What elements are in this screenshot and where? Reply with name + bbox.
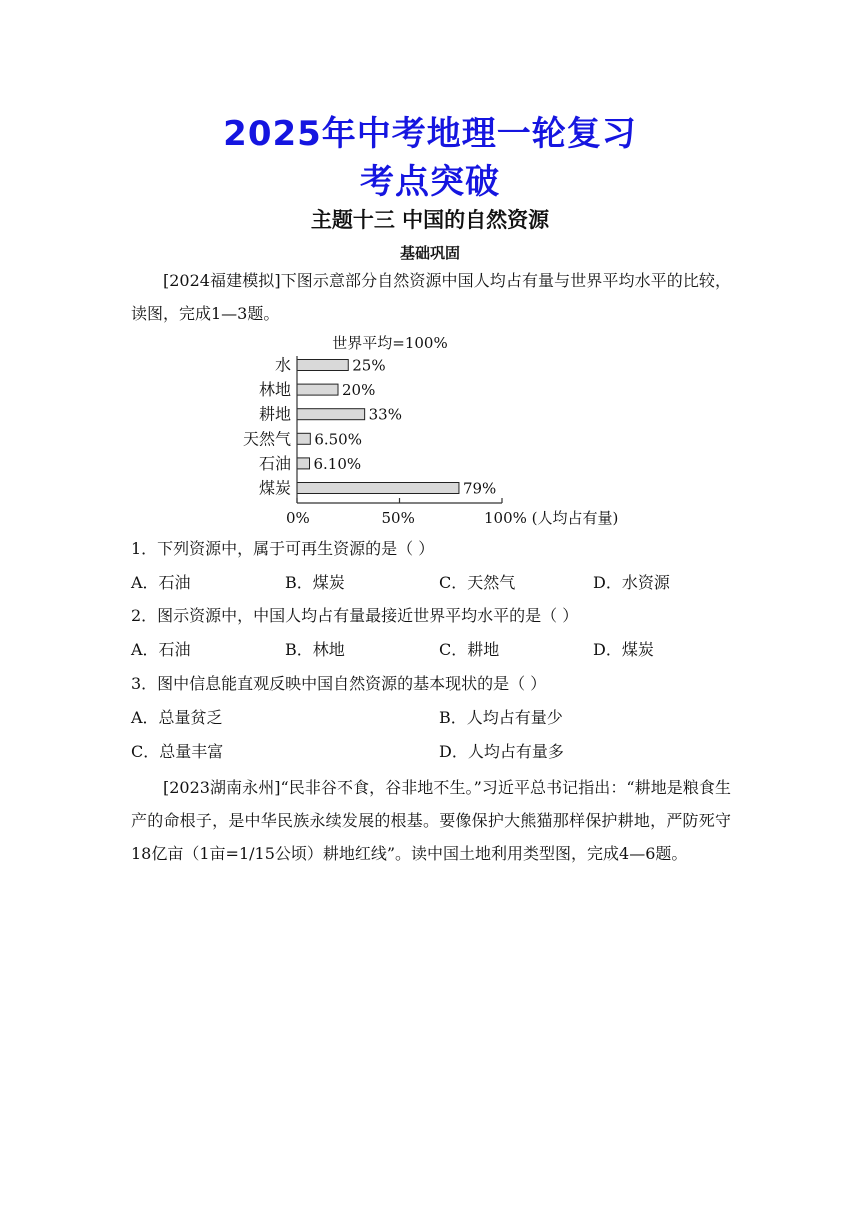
chart-title: 世界平均=100% xyxy=(332,334,448,352)
category-label: 林地 xyxy=(258,380,291,400)
x-tick-label: 50% xyxy=(381,509,415,527)
category-label: 耕地 xyxy=(258,404,291,424)
q1-option-d: D．水资源 xyxy=(593,573,670,592)
category-label: 水 xyxy=(274,355,291,375)
bar xyxy=(297,483,459,494)
topic-heading: 主题十三 中国的自然资源 xyxy=(310,208,550,232)
bar xyxy=(297,384,338,395)
q3-option-d: D．人均占有量多 xyxy=(439,742,564,761)
q3-option-b: B．人均占有量少 xyxy=(439,708,563,727)
intro-paragraph-1: [2024福建模拟]下图示意部分自然资源中国人均占有量与世界平均水平的比较，读图，完成1—3题。 xyxy=(131,271,731,323)
x-tick-label: 0% xyxy=(286,509,310,527)
question-3: 3．图中信息能直观反映中国自然资源的基本现状的是（ ） xyxy=(131,674,547,693)
q2-option-b: B．林地 xyxy=(285,640,345,659)
section-heading: 基础巩固 xyxy=(399,244,460,262)
document-title: 2025年中考地理一轮复习 xyxy=(223,114,637,154)
intro-paragraph-2: [2023湖南永州]“民非谷不食，谷非地不生。”习近平总书记指出：“耕地是粮食生产的命根子，是中华民族永续发展的根基。要像保护大熊猫那样保护耕地，严防死守18亿亩（1亩=1/15公顷）耕地红线”。读中国土地利用类型图，完成4—6题。 xyxy=(131,778,731,863)
x-tick-label: 100% (人均占有量) xyxy=(484,509,619,527)
question-2: 2．图示资源中，中国人均占有量最接近世界平均水平的是（ ） xyxy=(131,606,579,625)
bar xyxy=(297,360,348,371)
resource-bar-chart xyxy=(220,326,640,532)
question-1: 1．下列资源中，属于可再生资源的是（ ） xyxy=(131,539,435,558)
value-label: 25% xyxy=(352,356,386,375)
bar xyxy=(297,409,365,420)
bar xyxy=(297,458,310,469)
q1-option-c: C．天然气 xyxy=(439,573,516,592)
document-subtitle: 考点突破 xyxy=(360,162,500,202)
value-label: 6.10% xyxy=(313,454,362,473)
q1-option-a: A．石油 xyxy=(131,573,191,592)
q2-option-d: D．煤炭 xyxy=(593,640,654,659)
value-label: 33% xyxy=(368,405,402,424)
category-label: 煤炭 xyxy=(258,478,291,498)
category-label: 石油 xyxy=(258,453,291,473)
value-label: 6.50% xyxy=(314,430,362,449)
q1-option-b: B．煤炭 xyxy=(285,573,345,592)
value-label: 20% xyxy=(342,381,376,400)
bar xyxy=(297,433,310,444)
q3-option-a: A．总量贫乏 xyxy=(131,708,223,727)
q2-option-c: C．耕地 xyxy=(439,640,500,659)
q3-option-c: C．总量丰富 xyxy=(131,742,224,761)
q2-option-a: A．石油 xyxy=(131,640,191,659)
category-label: 天然气 xyxy=(242,429,291,449)
value-label: 79% xyxy=(462,479,497,498)
